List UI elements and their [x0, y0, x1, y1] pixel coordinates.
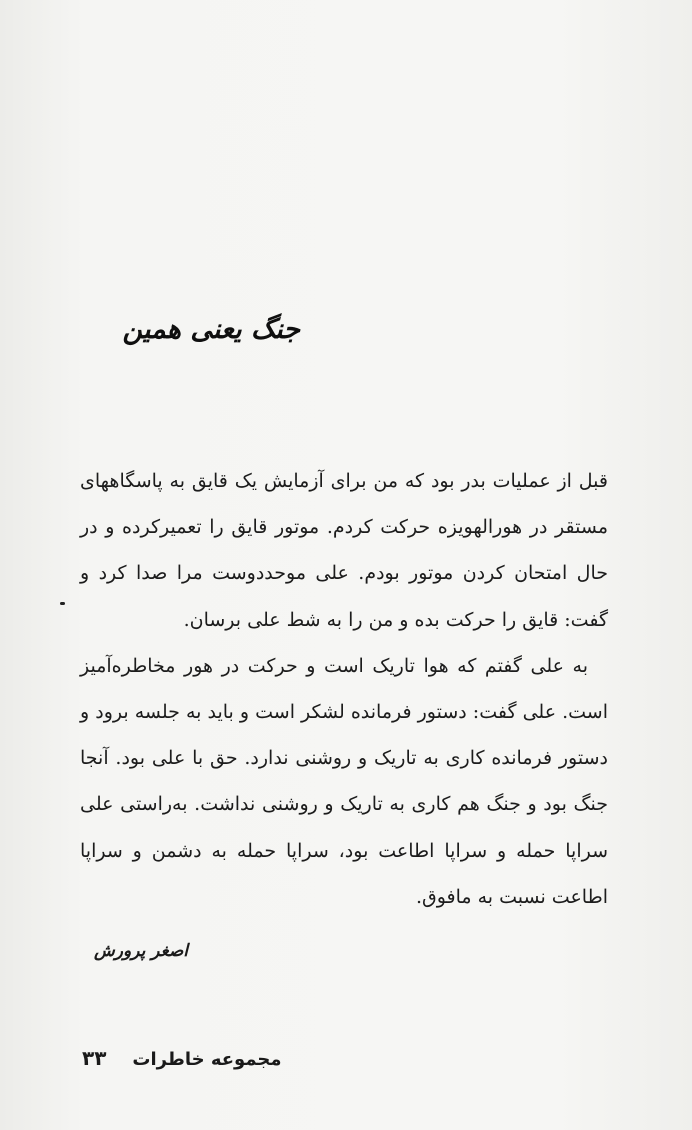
page-number: ۳۳ [82, 1046, 107, 1070]
memoir-text [80, 458, 608, 920]
page-footer [82, 1044, 282, 1074]
ink-speck [60, 602, 65, 605]
paragraph-1: قبل از عملیات بدر بود که من برای آزمایش یک قایق به پاسگاههای مستقر در هورالهویزه حرکت کردم. موتور قایق را تعمیرکرده و در حال امتحان کردن موتور بودم. علی موحددوست مرا صدا کرد و گفت: قایق را حرکت بده و من را به شط علی برسان. [80, 470, 608, 631]
chapter-title: جنگ یعنی همین [122, 314, 300, 345]
author-name: اصغر پرورش [94, 941, 188, 961]
book-title: مجموعه خاطرات [132, 1049, 282, 1070]
paragraph-2: به علی گفتم که هوا تاریک است و حرکت در هور مخاطره‌آمیز است. علی گفت: دستور فرمانده لشکر است و باید به جلسه برود و دستور فرمانده کاری به تاریک و روشنی ندارد. حق با علی بود. آنجا جنگ بود و جنگ هم کاری به تاریک و روشنی نداشت. به‌راستی علی سراپا حمله و سراپا اطاعت بود، سراپا حمله به دشمن و سراپا اطاعت نسبت به مافوق. [80, 654, 608, 908]
